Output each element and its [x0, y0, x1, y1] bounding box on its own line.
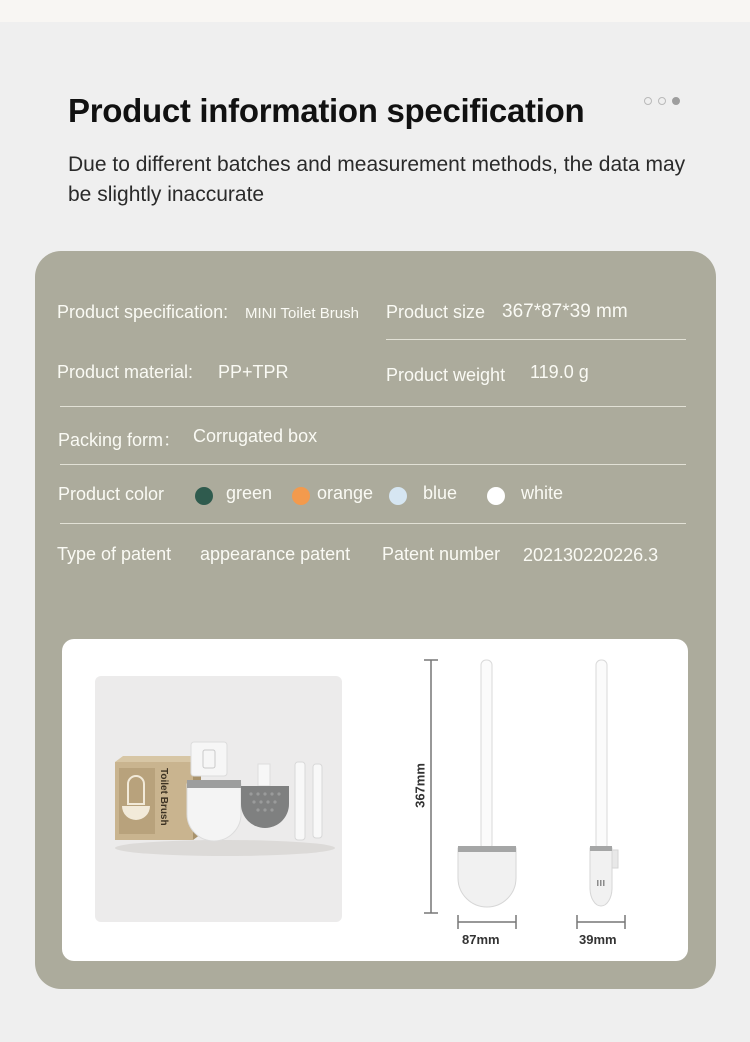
- side-view-brush: [596, 660, 607, 850]
- patent-number-value: 202130220226.3: [523, 545, 659, 565]
- weight-value: 119.0 g: [530, 362, 589, 382]
- carousel-dot-1[interactable]: [644, 97, 652, 105]
- divider-2: [60, 406, 686, 407]
- depth-dimension-label: 39mm: [579, 932, 617, 947]
- swatch-green: [195, 487, 213, 505]
- patent-type-label: Type of patent: [57, 544, 172, 564]
- color-name-white: white: [521, 483, 564, 503]
- divider-1: [386, 339, 686, 340]
- product-photo: [95, 676, 342, 922]
- front-view-brush: [481, 660, 492, 850]
- box-print-text: Toilet Brush: [158, 768, 169, 826]
- divider-4: [60, 523, 686, 524]
- size-label: Product size: [386, 302, 486, 322]
- specification-value: MINI Toilet Brush: [245, 305, 359, 322]
- carousel-dot-2[interactable]: [658, 97, 666, 105]
- packing-value: Corrugated box: [193, 426, 318, 446]
- page-title: Product information specification: [68, 92, 585, 129]
- swatch-white: [487, 487, 505, 505]
- width-dimension-label: 87mm: [462, 932, 500, 947]
- specification-label: Product specification:: [57, 302, 229, 322]
- material-value: PP+TPR: [218, 362, 289, 382]
- color-name-blue: blue: [423, 483, 458, 503]
- brush-head-illustration: [241, 786, 289, 828]
- divider-3: [60, 464, 686, 465]
- patent-number-label: Patent number: [382, 544, 501, 564]
- color-name-orange: orange: [317, 483, 374, 503]
- material-label: Product material:: [57, 362, 194, 382]
- holder-illustration: [187, 784, 241, 841]
- height-dimension-label: 367mm: [412, 763, 428, 808]
- packing-label: Packing form：: [58, 430, 182, 450]
- swatch-blue: [389, 487, 407, 505]
- color-label: Product color: [58, 484, 165, 504]
- product-set-illustration: [95, 676, 342, 922]
- size-value: 367*87*39 mm: [502, 301, 628, 322]
- patent-type-value: appearance patent: [200, 544, 351, 564]
- page-subtitle: Due to different batches and measurement methods, the data may be slightly inaccurate: [68, 153, 686, 206]
- dimension-drawing: [400, 650, 660, 950]
- color-name-green: green: [226, 483, 273, 503]
- weight-label: Product weight: [386, 365, 506, 385]
- swatch-orange: [292, 487, 310, 505]
- carousel-dot-3[interactable]: [672, 97, 680, 105]
- top-strip: [0, 0, 750, 22]
- carousel-dots: [644, 97, 680, 105]
